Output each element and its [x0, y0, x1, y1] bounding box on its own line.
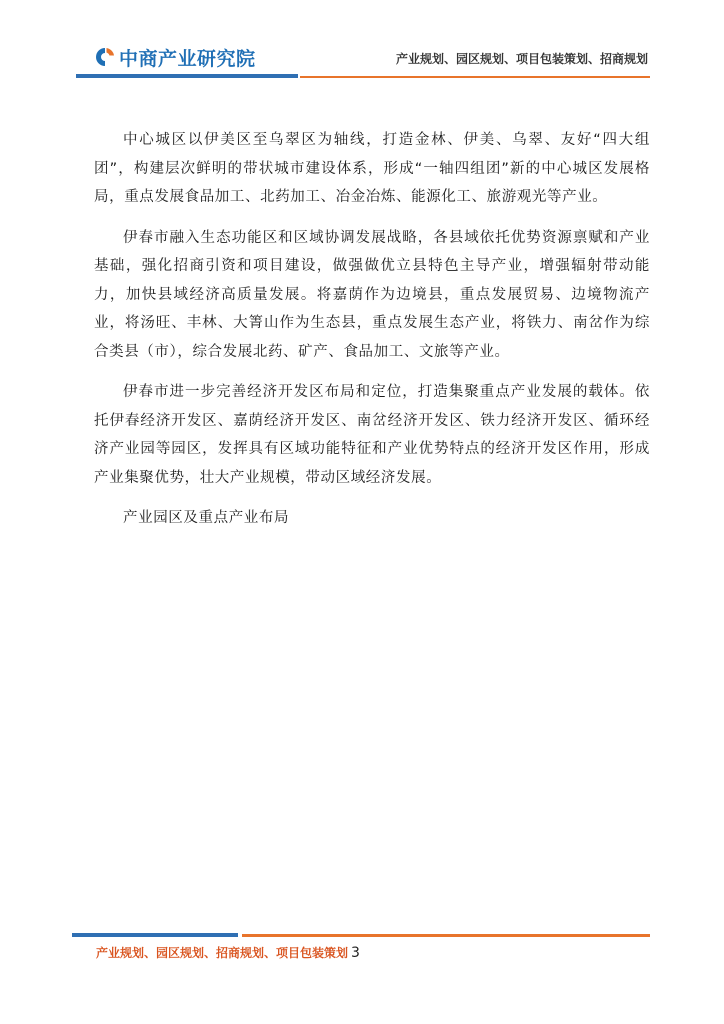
logo-icon	[94, 46, 116, 68]
logo-text: 中商产业研究院	[119, 47, 256, 70]
footer-text: 产业规划、园区规划、招商规划、项目包装策划	[96, 946, 349, 960]
footer-rule-blue	[72, 933, 238, 937]
paragraph-central-city: 中心城区以伊美区至乌翠区为轴线，打造金林、伊美、乌翠、友好“四大组团”，构建层次鲜明的带状城市建设体系，形成“一轴四组团”新的中心城区发展格局，重点发展食品加工、北药加工、冶金冶炼、能源化工、旅游观光等产业。	[94, 132, 650, 205]
document-body	[94, 126, 650, 532]
footer-rule-orange	[242, 934, 650, 937]
header-tagline: 产业规划、园区规划、项目包装策划、招商规划	[395, 52, 648, 66]
paragraph-development-zones: 伊春市进一步完善经济开发区布局和定位，打造集聚重点产业发展的载体。依托伊春经济开发区、嘉荫经济开发区、南岔经济开发区、铁力经济开发区、循环经济产业园等园区，发挥具有区域功能特征和产业优势特点的经济开发区作用，形成产业集聚优势，壮大产业规模，带动区域经济发展。	[94, 384, 650, 486]
company-logo	[94, 44, 256, 70]
section-subheading: 产业园区及重点产业布局	[123, 510, 290, 526]
header-rule-blue	[76, 74, 298, 78]
page-header	[0, 0, 724, 90]
header-rule-orange	[300, 76, 650, 78]
paragraph-county-development: 伊春市融入生态功能区和区域协调发展战略，各县域依托优势资源禀赋和产业基础，强化招商引资和项目建设，做强做优立县特色主导产业，增强辐射带动能力，加快县域经济高质量发展。将嘉荫作为边境县，重点发展贸易、边境物流产业，将汤旺、丰林、大箐山作为生态县，重点发展生态产业，将铁力、南岔作为综合类县（市），综合发展北药、矿产、食品加工、文旅等产业。	[94, 229, 650, 360]
page-number: 3	[351, 945, 360, 961]
page-footer	[96, 944, 360, 961]
